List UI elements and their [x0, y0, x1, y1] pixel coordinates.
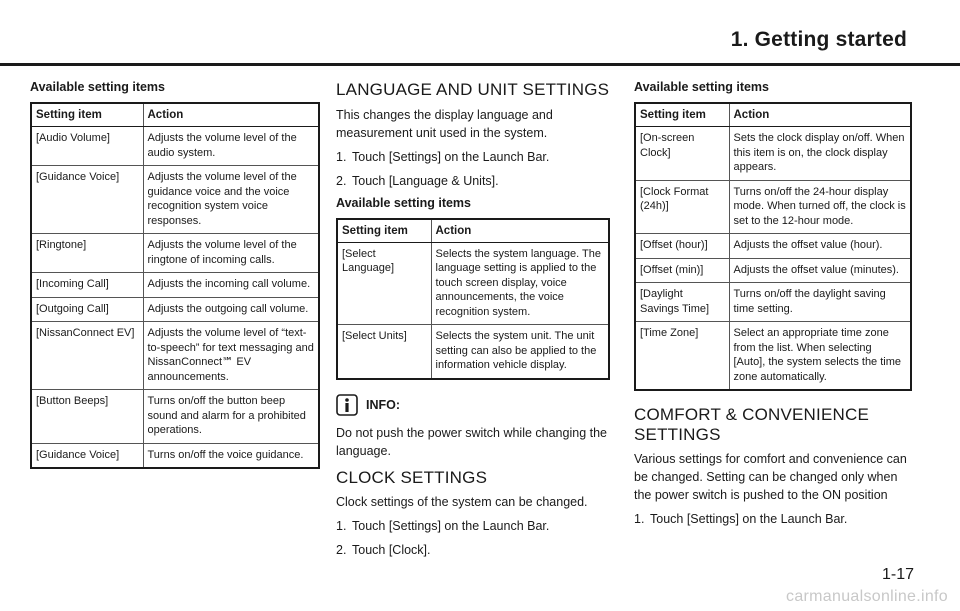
setting-action: Sets the clock display on/off. When this item is on, the clock display appears. — [729, 127, 911, 181]
column-header-setting: Setting item — [635, 103, 729, 127]
list-item — [336, 148, 610, 166]
language-settings-table — [336, 218, 610, 380]
clock-settings-table — [634, 102, 912, 391]
comfort-section-title: COMFORT & CONVENIENCE SETTINGS — [634, 405, 869, 444]
info-text: Do not push the power switch while changing the language. — [336, 425, 607, 458]
step-text: Touch [Settings] on the Launch Bar. — [650, 512, 848, 527]
table-row — [337, 325, 609, 379]
step-text: Touch [Language & Units]. — [352, 173, 499, 188]
info-callout — [336, 394, 610, 416]
setting-name: [NissanConnect EV] — [31, 322, 143, 390]
setting-action: Select an appropriate time zone from the list. When selecting [Auto], the system selects the time zone automatically. — [729, 322, 911, 391]
setting-action: Adjusts the offset value (hour). — [729, 234, 911, 259]
table-row — [31, 322, 319, 390]
table-header-row — [337, 219, 609, 243]
table-row — [31, 166, 319, 234]
setting-name: [Guidance Voice] — [31, 166, 143, 234]
step-text: Touch [Settings] on the Launch Bar. — [352, 149, 550, 164]
table-row — [31, 273, 319, 298]
setting-name: [Guidance Voice] — [31, 443, 143, 468]
setting-action: Selects the system unit. The unit setting can also be applied to the information vehicle display. — [431, 325, 609, 379]
column-header-setting: Setting item — [337, 219, 431, 243]
info-label: INFO: — [366, 397, 401, 412]
comfort-intro: Various settings for comfort and convenience can be changed. Setting can be changed only when the power switch is pushed to the ON position — [634, 452, 907, 503]
setting-name: [Time Zone] — [635, 322, 729, 391]
table-row — [31, 127, 319, 166]
list-item — [634, 510, 912, 528]
column-language-clock — [336, 80, 610, 565]
setting-name: [Select Language] — [337, 242, 431, 325]
list-item — [336, 517, 610, 535]
page-number: 1-17 — [881, 566, 914, 583]
step-number: 2. — [336, 173, 347, 188]
setting-action: Adjusts the offset value (minutes). — [729, 258, 911, 283]
step-text: Touch [Clock]. — [352, 543, 431, 558]
setting-action: Turns on/off the 24-hour display mode. When turned off, the clock is set to the 12-hour mode. — [729, 180, 911, 234]
table-header-row — [635, 103, 911, 127]
clock-intro: Clock settings of the system can be changed. — [336, 495, 588, 510]
table-row — [31, 234, 319, 273]
list-item — [336, 541, 610, 559]
column-header-setting: Setting item — [31, 103, 143, 127]
setting-name: [Outgoing Call] — [31, 297, 143, 322]
available-items-heading: Available setting items — [336, 195, 471, 210]
header-rule — [0, 63, 960, 66]
setting-action: Turns on/off the button beep sound and alarm for a prohibited operations. — [143, 390, 319, 444]
column-header-action: Action — [431, 219, 609, 243]
available-items-heading: Available setting items — [634, 80, 769, 94]
list-item — [336, 172, 610, 190]
setting-name: [Daylight Savings Time] — [635, 283, 729, 322]
setting-name: [Incoming Call] — [31, 273, 143, 298]
setting-action: Turns on/off the voice guidance. — [143, 443, 319, 468]
setting-name: [Audio Volume] — [31, 127, 143, 166]
chapter-title: 1. Getting started — [730, 28, 907, 51]
table-row — [31, 443, 319, 468]
language-intro: This changes the display language and measurement unit used in the system. — [336, 107, 553, 140]
table-row — [635, 234, 911, 259]
setting-name: [Offset (hour)] — [635, 234, 729, 259]
setting-name: [On-screen Clock] — [635, 127, 729, 181]
setting-action: Adjusts the volume level of the ringtone of incoming calls. — [143, 234, 319, 273]
setting-action: Turns on/off the daylight saving time setting. — [729, 283, 911, 322]
step-number: 1. — [336, 149, 347, 164]
info-icon — [336, 394, 358, 416]
step-text: Touch [Settings] on the Launch Bar. — [352, 519, 550, 534]
audio-settings-table — [30, 102, 320, 469]
setting-name: [Ringtone] — [31, 234, 143, 273]
column-clock-comfort — [634, 80, 912, 534]
setting-name: [Offset (min)] — [635, 258, 729, 283]
table-row — [635, 258, 911, 283]
setting-name: [Select Units] — [337, 325, 431, 379]
table-header-row — [31, 103, 319, 127]
watermark: carmanualsonline.info — [786, 588, 948, 605]
setting-action: Adjusts the volume level of “text-to-speech” for text messaging and NissanConnect℠ EV announcements. — [143, 322, 319, 390]
setting-action: Adjusts the incoming call volume. — [143, 273, 319, 298]
table-row — [635, 180, 911, 234]
table-row — [635, 127, 911, 181]
step-number: 1. — [336, 519, 347, 534]
setting-action: Adjusts the volume level of the audio system. — [143, 127, 319, 166]
table-row — [31, 297, 319, 322]
table-row — [635, 322, 911, 391]
setting-action: Selects the system language. The language setting is applied to the touch screen display, voice announcements, the voice recognition system. — [431, 242, 609, 325]
table-row — [337, 242, 609, 325]
column-header-action: Action — [729, 103, 911, 127]
step-number: 2. — [336, 543, 347, 558]
setting-name: [Button Beeps] — [31, 390, 143, 444]
table-row — [635, 283, 911, 322]
setting-action: Adjusts the volume level of the guidance voice and the voice recognition system voice responses. — [143, 166, 319, 234]
language-section-title: LANGUAGE AND UNIT SETTINGS — [336, 80, 610, 99]
step-number: 1. — [634, 512, 645, 527]
column-audio-settings — [30, 80, 320, 479]
column-header-action: Action — [143, 103, 319, 127]
available-items-heading: Available setting items — [30, 80, 165, 94]
table-row — [31, 390, 319, 444]
setting-action: Adjusts the outgoing call volume. — [143, 297, 319, 322]
clock-section-title: CLOCK SETTINGS — [336, 467, 488, 487]
setting-name: [Clock Format (24h)] — [635, 180, 729, 234]
